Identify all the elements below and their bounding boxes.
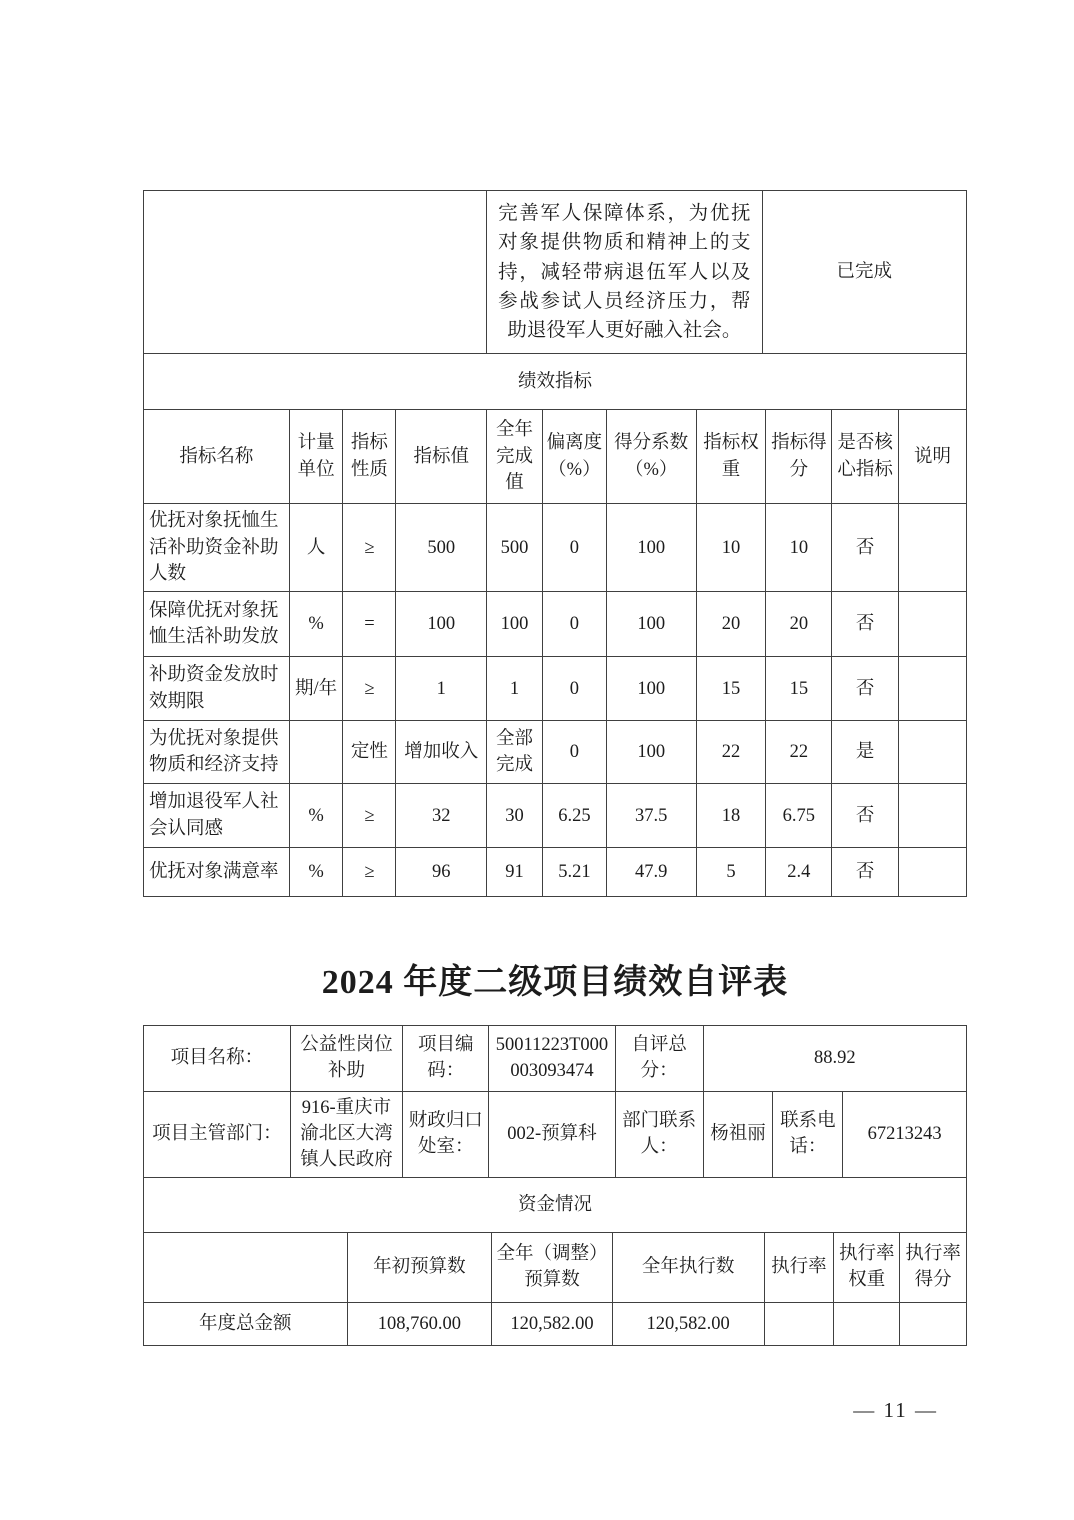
indicator-row xyxy=(144,784,966,848)
table-cell: 6.25 xyxy=(543,784,607,847)
table-cell: 0 xyxy=(543,721,607,783)
header-execution-rate: 执行率 xyxy=(765,1233,835,1302)
funding-header-empty xyxy=(144,1233,348,1302)
project-dept-row xyxy=(144,1092,966,1178)
indicator-section-title: 绩效指标 xyxy=(517,371,592,392)
table-cell: % xyxy=(290,848,344,896)
table-cell: 定性 xyxy=(343,721,396,783)
header-score-coefficient: 得分系数（%） xyxy=(607,410,697,503)
table-cell: 2.4 xyxy=(766,848,832,896)
table-cell: 47.9 xyxy=(607,848,697,896)
completion-status: 已完成 xyxy=(836,261,893,282)
indicator-name-cell: 优抚对象抚恤生活补助资金补助人数 xyxy=(144,504,290,591)
indicator-header-row xyxy=(144,410,966,504)
indicator-row xyxy=(144,848,966,896)
table-cell xyxy=(899,592,966,656)
document-content xyxy=(143,190,967,1423)
table-cell: 10 xyxy=(697,504,767,591)
table-cell: 否 xyxy=(832,657,899,720)
table-cell: 22 xyxy=(766,721,832,783)
project-code-label: 项目编码： xyxy=(403,1026,489,1091)
header-execution-rate-weight: 执行率权重 xyxy=(834,1233,900,1302)
finance-office-label: 财政归口处室： xyxy=(403,1092,489,1177)
table-cell: 22 xyxy=(697,721,767,783)
table-cell: 500 xyxy=(487,504,543,591)
finance-office-value: 002-预算科 xyxy=(489,1092,616,1177)
table-cell xyxy=(899,848,966,896)
indicator-name-cell: 增加退役军人社会认同感 xyxy=(144,784,290,847)
indicator-section-row xyxy=(144,354,966,410)
header-adjusted-budget: 全年（调整）预算数 xyxy=(492,1233,613,1302)
self-score-label: 自评总分： xyxy=(616,1026,704,1091)
funding-section-title: 资金情况 xyxy=(517,1194,592,1215)
table-cell: 是 xyxy=(832,721,899,783)
header-nature: 指标性质 xyxy=(343,410,396,503)
table-cell: 1 xyxy=(396,657,487,720)
table-cell: 37.5 xyxy=(607,784,697,847)
header-annual-execution: 全年执行数 xyxy=(613,1233,765,1302)
table-cell: 100 xyxy=(396,592,487,656)
table-cell: 96 xyxy=(396,848,487,896)
indicator-name-cell: 保障优抚对象抚恤生活补助发放 xyxy=(144,592,290,656)
table-cell: 0 xyxy=(543,592,607,656)
table-cell: 1 xyxy=(487,657,543,720)
table-cell: 100 xyxy=(607,721,697,783)
header-indicator-name: 指标名称 xyxy=(144,410,290,503)
table-cell: 20 xyxy=(766,592,832,656)
table-cell: 0 xyxy=(543,657,607,720)
table-cell: 91 xyxy=(487,848,543,896)
table-cell xyxy=(899,504,966,591)
table-cell: 否 xyxy=(832,784,899,847)
table-cell: ≥ xyxy=(343,784,396,847)
empty-objective-cell xyxy=(144,191,487,353)
table-cell: 18 xyxy=(697,784,767,847)
table-cell: 否 xyxy=(832,592,899,656)
indicator-name-cell: 优抚对象满意率 xyxy=(144,848,290,896)
header-core-indicator: 是否核心指标 xyxy=(832,410,899,503)
table-cell: 否 xyxy=(832,504,899,591)
table-cell: % xyxy=(290,784,344,847)
indicator-row xyxy=(144,657,966,721)
project-name-label: 项目名称： xyxy=(144,1026,291,1091)
dept-label: 项目主管部门： xyxy=(144,1092,291,1177)
table-cell: 20 xyxy=(697,592,767,656)
header-annual-completion: 全年完成值 xyxy=(487,410,543,503)
header-initial-budget: 年初预算数 xyxy=(348,1233,493,1302)
table-cell: 增加收入 xyxy=(396,721,487,783)
table-cell: 500 xyxy=(396,504,487,591)
page-number: — 11 — xyxy=(853,1397,938,1422)
table-cell: 6.75 xyxy=(766,784,832,847)
page-title: 2024 年度二级项目绩效自评表 xyxy=(321,964,789,1002)
header-unit: 计量单位 xyxy=(290,410,344,503)
table-cell: 5.21 xyxy=(543,848,607,896)
table-cell xyxy=(899,721,966,783)
funding-section-row xyxy=(144,1178,966,1233)
table-cell: 32 xyxy=(396,784,487,847)
table-cell: 100 xyxy=(607,657,697,720)
funding-data-row xyxy=(144,1303,966,1345)
table-cell: 15 xyxy=(697,657,767,720)
contact-label: 部门联系人： xyxy=(616,1092,704,1177)
header-execution-rate-score: 执行率得分 xyxy=(905,1244,961,1291)
table-cell xyxy=(899,657,966,720)
dept-value: 916-重庆市渝北区大湾镇人民政府 xyxy=(291,1092,404,1177)
execution-rate-weight-value xyxy=(834,1303,900,1345)
table-cell: 0 xyxy=(543,504,607,591)
header-score: 指标得分 xyxy=(766,410,832,503)
phone-value: 67213243 xyxy=(867,1124,942,1145)
table-cell: ≥ xyxy=(343,657,396,720)
performance-indicator-table xyxy=(143,190,967,897)
indicator-row xyxy=(144,592,966,657)
execution-rate-value xyxy=(765,1303,835,1345)
table-cell xyxy=(899,784,966,847)
table-cell: 30 xyxy=(487,784,543,847)
header-deviation: 偏离度（%） xyxy=(543,410,607,503)
table-cell: % xyxy=(290,592,344,656)
table-cell: 15 xyxy=(766,657,832,720)
execution-rate-score-value xyxy=(900,1303,966,1345)
table-cell: 100 xyxy=(487,592,543,656)
indicator-name-cell: 补助资金发放时效期限 xyxy=(144,657,290,720)
header-target-value: 指标值 xyxy=(396,410,487,503)
project-self-evaluation-table xyxy=(143,1025,967,1346)
table-cell: 100 xyxy=(607,504,697,591)
completion-row xyxy=(144,191,966,354)
table-cell: ≥ xyxy=(343,848,396,896)
table-cell: 否 xyxy=(832,848,899,896)
funding-header-row xyxy=(144,1233,966,1303)
project-name-value: 公益性岗位补助 xyxy=(291,1026,404,1091)
table-cell: 人 xyxy=(290,504,344,591)
phone-label: 联系电话： xyxy=(773,1092,843,1177)
annual-total-label: 年度总金额 xyxy=(144,1303,348,1345)
table-cell: 5 xyxy=(697,848,767,896)
initial-budget-value: 108,760.00 xyxy=(348,1303,493,1345)
header-weight: 指标权重 xyxy=(697,410,767,503)
table-cell: 期/年 xyxy=(290,657,344,720)
project-code-value: 50011223T000003093474 xyxy=(489,1026,616,1091)
adjusted-budget-value: 120,582.00 xyxy=(492,1303,613,1345)
table-cell: 10 xyxy=(766,504,832,591)
table-cell: 100 xyxy=(607,592,697,656)
table-cell: = xyxy=(343,592,396,656)
self-score-value: 88.92 xyxy=(813,1048,856,1069)
indicator-row xyxy=(144,721,966,784)
table-cell: ≥ xyxy=(343,504,396,591)
indicator-name-cell: 为优抚对象提供物质和经济支持 xyxy=(144,721,290,783)
project-name-row xyxy=(144,1026,966,1092)
contact-value: 杨祖丽 xyxy=(704,1092,774,1177)
indicator-row xyxy=(144,504,966,592)
table-cell: 全部完成 xyxy=(487,721,543,783)
objective-description: 完善军人保障体系，为优抚对象提供物质和精神上的支持，减轻带病退伍军人以及参战参试人员经济压力，帮助退役军人更好融入社会。 xyxy=(487,191,762,353)
header-notes: 说明 xyxy=(914,446,952,467)
table-cell xyxy=(290,721,344,783)
annual-execution-value: 120,582.00 xyxy=(613,1303,765,1345)
